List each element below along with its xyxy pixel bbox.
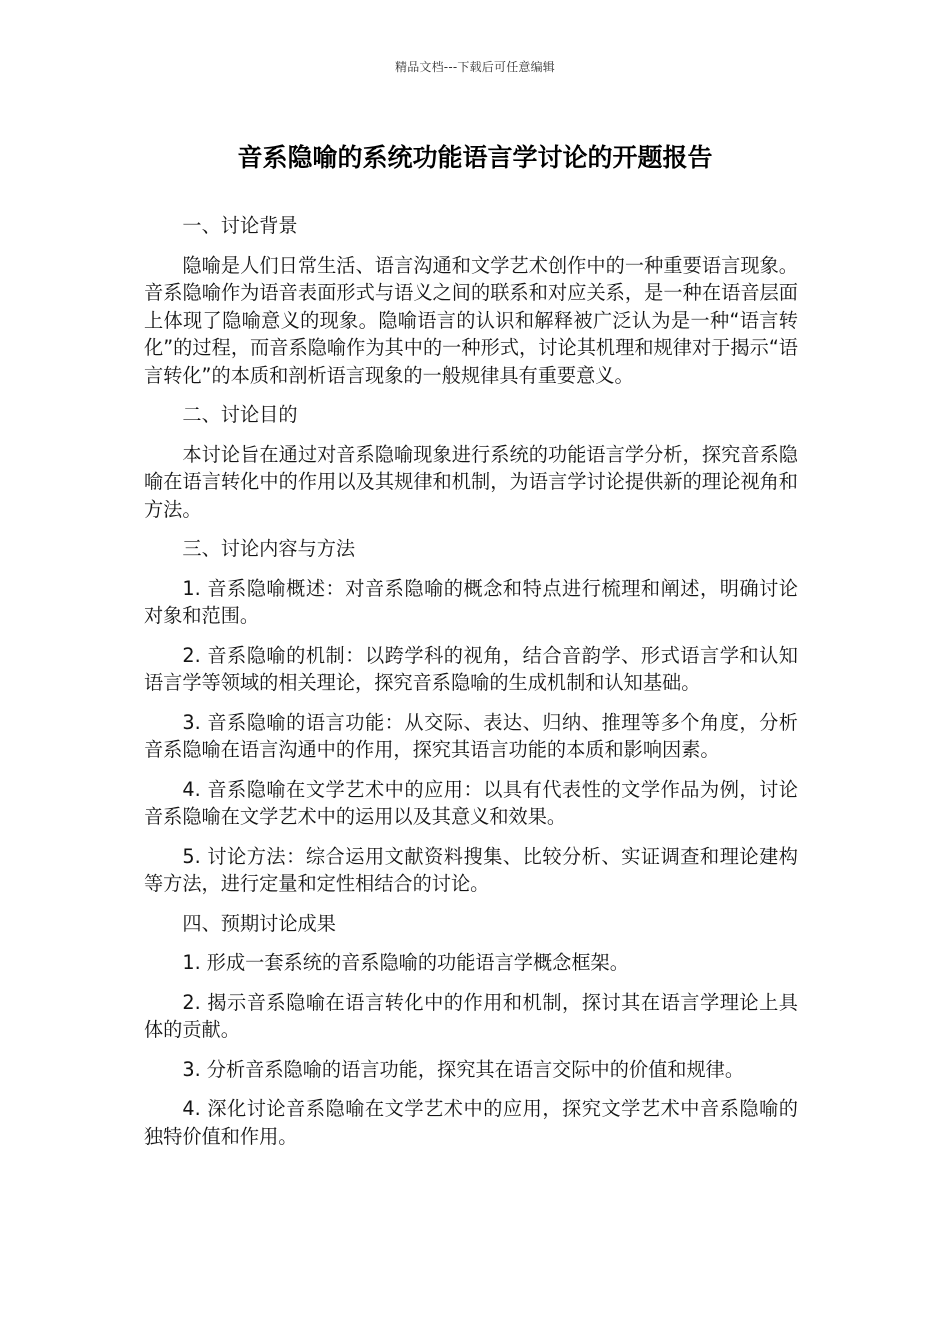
list-item-content-5: 5. 讨论方法：综合运用文献资料搜集、比较分析、实证调查和理论建构等方法，进行定量和定性相结合的讨论。 [144, 844, 798, 895]
list-item-result-4: 4. 深化讨论音系隐喻在文学艺术中的应用，探究文学艺术中音系隐喻的独特价值和作用。 [144, 1097, 798, 1148]
header-note: 精品文档---下载后可任意编辑 [395, 60, 555, 74]
list-item-content-1: 1. 音系隐喻概述：对音系隐喻的概念和特点进行梳理和阐述，明确讨论对象和范围。 [144, 576, 798, 627]
section-heading-background: 一、讨论背景 [182, 214, 298, 237]
document-title: 音系隐喻的系统功能语言学讨论的开题报告 [237, 143, 713, 172]
list-item-content-4: 4. 音系隐喻在文学艺术中的应用：以具有代表性的文学作品为例，讨论音系隐喻在文学艺术中的运用以及其意义和效果。 [144, 777, 798, 828]
paragraph-purpose: 本讨论旨在通过对音系隐喻现象进行系统的功能语言学分析，探究音系隐喻在语言转化中的作用以及其规律和机制，为语言学讨论提供新的理论视角和方法。 [144, 442, 798, 521]
list-item-result-2: 2. 揭示音系隐喻在语言转化中的作用和机制，探讨其在语言学理论上具体的贡献。 [144, 990, 798, 1041]
list-item-result-3: 3. 分析音系隐喻的语言功能，探究其在语言交际中的价值和规律。 [182, 1057, 745, 1081]
list-item-result-1: 1. 形成一套系统的音系隐喻的功能语言学概念框架。 [182, 951, 629, 974]
paragraph-background: 隐喻是人们日常生活、语言沟通和文学艺术创作中的一种重要语言现象。音系隐喻作为语音表面形式与语义之间的联系和对应关系，是一种在语音层面上体现了隐喻意义的现象。隐喻语言的认识和解释被广泛认为是一种“语言转化”的过程，而音系隐喻作为其中的一种形式，讨论其机理和规律对于揭示“语言转化”的本质和剖析语言现象的一般规律具有重要意义。 [144, 253, 798, 387]
list-item-content-3: 3. 音系隐喻的语言功能：从交际、表达、归纳、推理等多个角度，分析音系隐喻在语言沟通中的作用，探究其语言功能的本质和影响因素。 [144, 710, 798, 761]
list-item-content-2: 2. 音系隐喻的机制：以跨学科的视角，结合音韵学、形式语言学和认知语言学等领域的相关理论，探究音系隐喻的生成机制和认知基础。 [144, 643, 798, 694]
document-body [144, 212, 798, 1162]
section-heading-content-methods: 三、讨论内容与方法 [182, 537, 356, 560]
section-heading-purpose: 二、讨论目的 [182, 403, 298, 426]
section-heading-expected-results: 四、预期讨论成果 [182, 911, 336, 935]
